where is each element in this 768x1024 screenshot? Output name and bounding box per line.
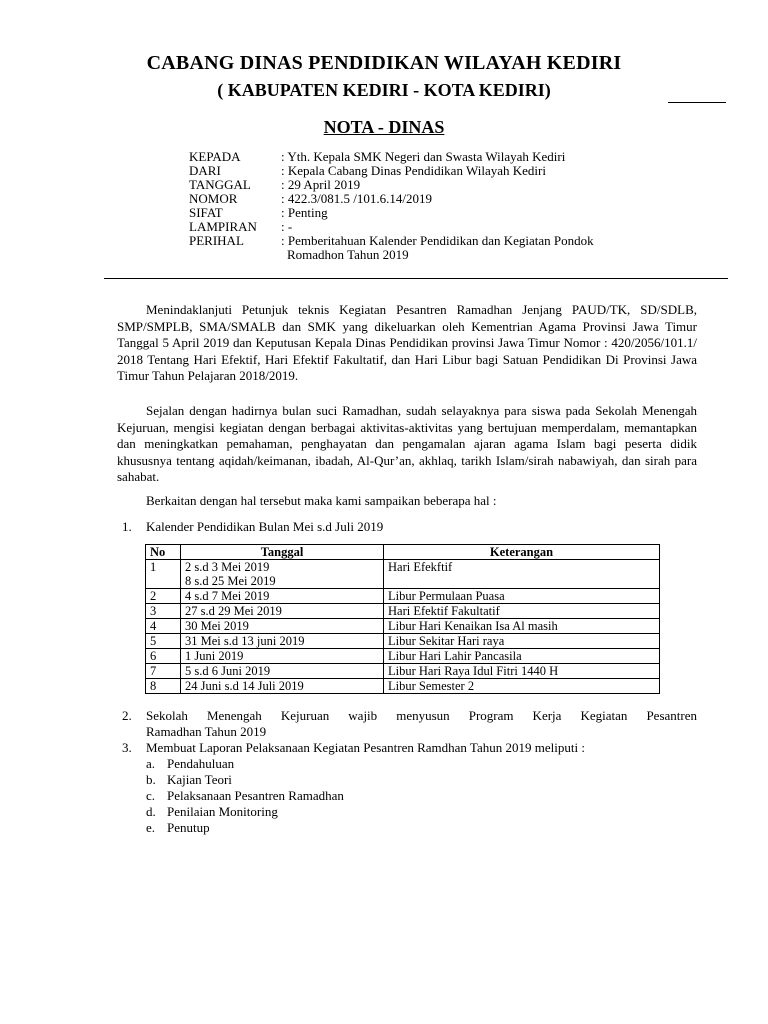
cell-no: 2 [146,589,181,604]
subitem-text: Penilaian Monitoring [167,804,278,819]
paragraph-3: Berkaitan dengan hal tersebut maka kami sampaikan beberapa hal : [146,493,497,508]
meta-value-sifat: : Penting [281,205,328,220]
list-item-2-line1: Sekolah Menengah Kejuruan wajib menyusun Program Kerja Kegiatan Pesantren [146,708,697,723]
subitem-letter: a. [146,756,156,771]
col-header-keterangan: Keterangan [384,545,660,560]
cell-no: 1 [146,560,181,589]
agency-subtitle: ( KABUPATEN KEDIRI - KOTA KEDIRI) [217,80,551,100]
cell-tanggal: 31 Mei s.d 13 juni 2019 [181,634,384,649]
subitem-text: Pelaksanaan Pesantren Ramadhan [167,788,344,803]
calendar-table [145,544,660,694]
cell-keterangan: Libur Semester 2 [384,679,660,694]
table-row [146,604,660,619]
cell-tanggal [181,560,384,589]
cell-no: 8 [146,679,181,694]
table-row [146,634,660,649]
document-type-title: NOTA - DINAS [323,117,445,137]
memo-metadata [189,150,709,270]
subitem-letter: d. [146,804,156,819]
cell-tanggal: 24 Juni s.d 14 Juli 2019 [181,679,384,694]
meta-key-nomor: NOMOR [189,191,238,206]
col-header-tanggal: Tanggal [181,545,384,560]
meta-key-tanggal: TANGGAL [189,177,251,192]
meta-key-kepada: KEPADA [189,149,241,164]
meta-key-perihal: PERIHAL [189,233,244,248]
meta-value-nomor: : 422.3/081.5 /101.6.14/2019 [281,191,432,206]
col-header-no: No [146,545,181,560]
subitem-letter: b. [146,772,156,787]
subitem-letter: e. [146,820,156,835]
table-row [146,664,660,679]
cell-keterangan: Libur Hari Kenaikan Isa Al masih [384,619,660,634]
table-row [146,560,660,589]
cell-keterangan: Libur Permulaan Puasa [384,589,660,604]
cell-no: 3 [146,604,181,619]
meta-value-lampiran: : - [281,219,293,234]
cell-tanggal: 4 s.d 7 Mei 2019 [181,589,384,604]
meta-key-lampiran: LAMPIRAN [189,219,257,234]
subitem-letter: c. [146,788,156,803]
cell-keterangan: Hari Efekftif [384,560,660,589]
cell-no: 6 [146,649,181,664]
list-number-3: 3. [122,740,132,755]
list-number-1: 1. [122,519,132,534]
cell-tanggal: 1 Juni 2019 [181,649,384,664]
metadata-divider [104,278,728,279]
subitem-text: Penutup [167,820,210,835]
meta-value-kepada: : Yth. Kepala SMK Negeri dan Swasta Wilayah Kediri [281,149,566,164]
cell-keterangan: Libur Hari Raya Idul Fitri 1440 H [384,664,660,679]
header-divider [668,102,726,103]
cell-no: 7 [146,664,181,679]
subitem-text: Pendahuluan [167,756,235,771]
table-row [146,679,660,694]
list-item-2-line2: Ramadhan Tahun 2019 [146,724,267,739]
cell-tanggal: 27 s.d 29 Mei 2019 [181,604,384,619]
cell-keterangan: Libur Sekitar Hari raya [384,634,660,649]
cell-no: 4 [146,619,181,634]
cell-keterangan: Hari Efektif Fakultatif [384,604,660,619]
meta-value-dari: : Kepala Cabang Dinas Pendidikan Wilayah Kediri [281,163,546,178]
list-item-1-text: Kalender Pendidikan Bulan Mei s.d Juli 2019 [146,519,384,534]
cell-tanggal: 5 s.d 6 Juni 2019 [181,664,384,679]
paragraph-2: Sejalan dengan hadirnya bulan suci Ramadhan, sudah selayaknya para siswa pada Sekolah Menengah Kejuruan, mengisi kegiatan dengan berbagai aktivitas-aktivitas yang bertujuan memperdalam, memantapkan dan meningkatkan pemahaman, penghayatan dan pengamalan ajaran agama Islam bagi peserta didik khususnya tentang aqidah/keimanan, ibadah, Al-Qur’an, akhlaq, tarikh Islam/sirah nabawiyah, dan sirah para sahabat. [117,403,697,484]
cell-no: 5 [146,634,181,649]
agency-title: CABANG DINAS PENDIDIKAN WILAYAH KEDIRI [146,52,622,74]
cell-tanggal: 30 Mei 2019 [181,619,384,634]
table-header-row [146,545,660,560]
meta-key-dari: DARI [189,163,221,178]
list-item-3-text: Membuat Laporan Pelaksanaan Kegiatan Pesantren Ramdhan Tahun 2019 meliputi : [146,740,585,755]
table-row [146,589,660,604]
table-row [146,649,660,664]
cell-tanggal-line1: 2 s.d 3 Mei 2019 [185,560,270,574]
meta-value-perihal: : Pemberitahuan Kalender Pendidikan dan Kegiatan Pondok [281,233,594,248]
meta-value-perihal-line2: Romadhon Tahun 2019 [287,247,409,262]
list-number-2: 2. [122,708,132,723]
table-row [146,619,660,634]
meta-key-sifat: SIFAT [189,205,223,220]
cell-keterangan: Libur Hari Lahir Pancasila [384,649,660,664]
cell-tanggal-line2: 8 s.d 25 Mei 2019 [185,574,276,588]
paragraph-1: Menindaklanjuti Petunjuk teknis Kegiatan Pesantren Ramadhan Jenjang PAUD/TK, SD/SDLB, SMP/SMPLB, SMA/SMALB dan SMK yang dikeluarkan oleh Kementrian Agama Provinsi Jawa Timur Tanggal 5 April 2019 dan Keputusan Kepala Dinas Pendidikan provinsi Jawa Timur Nomor : 420/2056/101.1/ 2018 Tentang Hari Efektif, Hari Efektif Fakultatif, dan Hari Libur bagi Satuan Pendidikan Di Provinsi Jawa Timur Tahun Pelajaran 2018/2019. [117,302,697,383]
subitem-text: Kajian Teori [167,772,232,787]
meta-value-tanggal: : 29 April 2019 [281,177,361,192]
